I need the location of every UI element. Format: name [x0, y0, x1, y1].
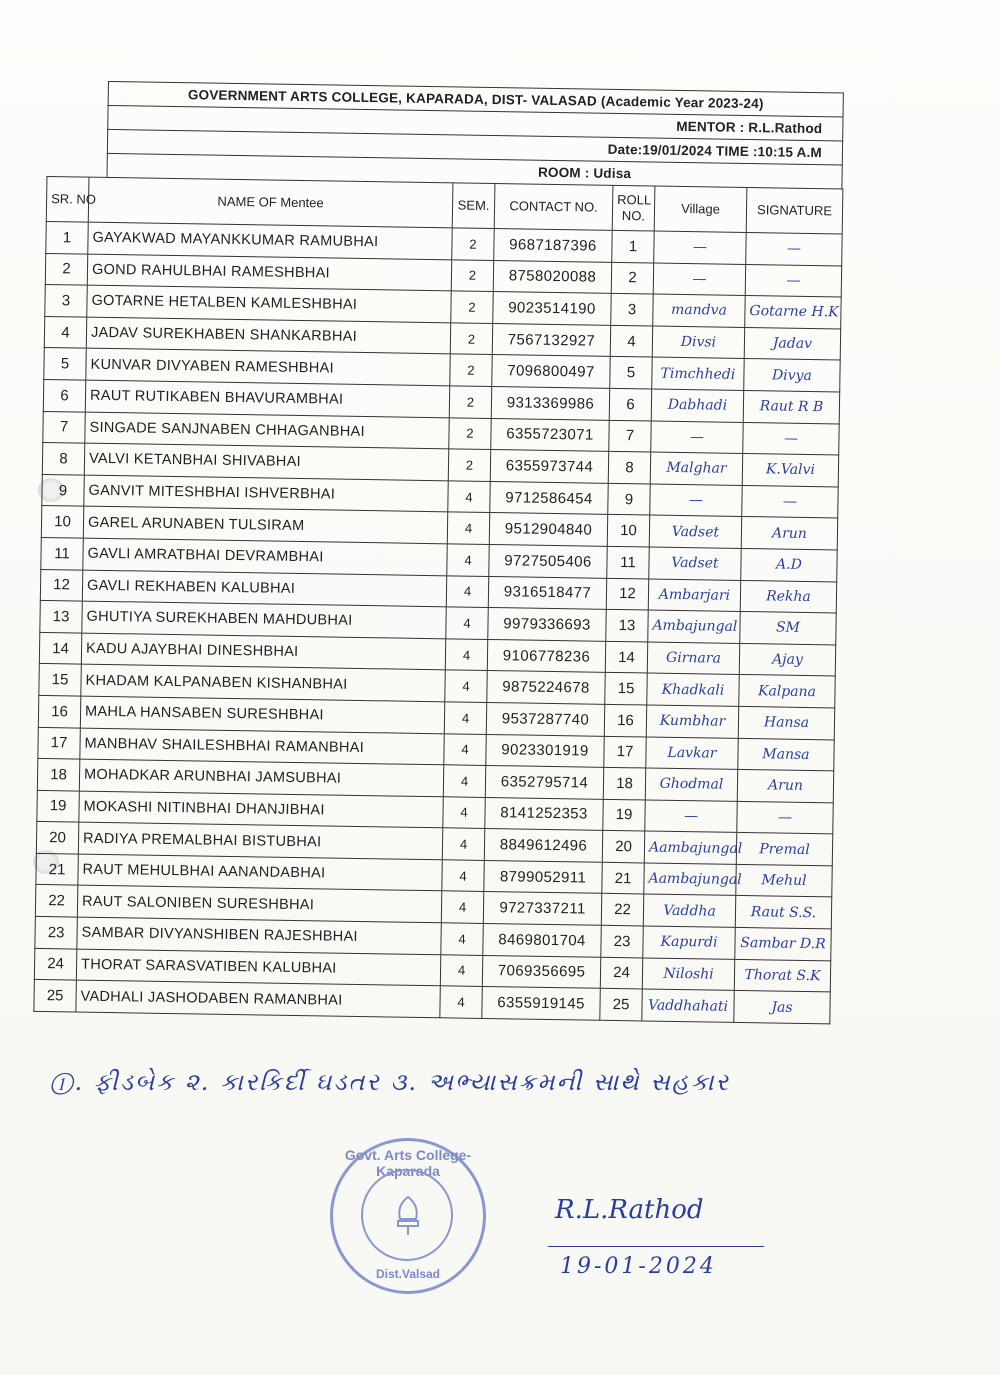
roll-number-cell: 23 — [601, 925, 643, 957]
semester-cell: 2 — [450, 354, 492, 386]
semester-cell: 4 — [445, 639, 487, 671]
sr-cell: 3 — [45, 285, 87, 317]
mentee-name-cell: GAYAKWAD MAYANKKUMAR RAMUBHAI — [88, 222, 452, 259]
roll-number-cell: 19 — [603, 799, 645, 831]
contact-number-cell: 9512904840 — [489, 513, 607, 546]
village-cell: Kumbhar — [646, 705, 738, 738]
signature-cell: — — [737, 801, 833, 834]
contact-number-cell: 9106778236 — [487, 639, 605, 672]
semester-cell: 4 — [446, 607, 488, 639]
mentee-name-cell: VADHALI JASHODABEN RAMANBHAI — [76, 980, 440, 1017]
signature-cell: Arun — [741, 517, 837, 550]
mentee-name-cell: GAVLI AMRATBHAI DEVRAMBHAI — [83, 538, 447, 575]
sr-cell: 24 — [34, 948, 76, 980]
college-seal-stamp — [330, 1138, 486, 1294]
semester-cell: 2 — [449, 417, 491, 449]
signature-cell: Rekha — [740, 580, 836, 613]
sr-cell: 14 — [39, 632, 81, 664]
mentor-name: MENTOR : R.L.Rathod — [107, 105, 843, 141]
village-cell: Vaddha — [643, 894, 735, 927]
village-cell: Aambajungal — [644, 831, 736, 864]
contact-number-cell: 8758020088 — [493, 260, 611, 293]
signature-cell: Mehul — [736, 864, 832, 897]
contact-number-cell: 9316518477 — [488, 576, 606, 609]
col-header-contact: CONTACT NO. — [494, 184, 613, 231]
sr-cell: 16 — [38, 695, 80, 727]
mentee-name-cell: MAHLA HANSABEN SURESHBHAI — [80, 696, 444, 733]
roll-number-cell: 25 — [600, 989, 642, 1021]
semester-cell: 2 — [448, 449, 490, 481]
semester-cell: 4 — [443, 796, 485, 828]
sr-cell: 12 — [40, 569, 82, 601]
roll-number-cell: 24 — [600, 957, 642, 989]
mentee-name-cell: RAUT SALONIBEN SURESHBHAI — [77, 886, 441, 923]
roll-number-cell: 8 — [608, 452, 650, 484]
mentee-name-cell: GOND RAHULBHAI RAMESHBHAI — [87, 254, 451, 291]
national-emblem-icon — [388, 1193, 428, 1239]
sr-cell: 19 — [37, 790, 79, 822]
roll-number-cell: 9 — [608, 483, 650, 515]
sr-cell: 15 — [39, 664, 81, 696]
roll-number-cell: 3 — [611, 294, 653, 326]
sr-cell: 13 — [40, 601, 82, 633]
village-cell: Khadkali — [647, 673, 739, 706]
col-header-name: NAME OF Mentee — [88, 177, 453, 228]
village-cell: Malghar — [650, 452, 742, 485]
signature-cell: Thorat S.K — [734, 959, 830, 992]
semester-cell: 4 — [440, 986, 482, 1018]
signature-cell: Gotarne H.K — [745, 296, 841, 329]
contact-number-cell: 9875224678 — [487, 671, 605, 704]
sr-cell: 8 — [42, 443, 84, 475]
contact-number-cell: 9727505406 — [489, 544, 607, 577]
village-cell: Vadset — [649, 515, 741, 548]
contact-number-cell: 9313369986 — [491, 386, 609, 419]
mentee-name-cell: GANVIT MITESHBHAI ISHVERBHAI — [84, 475, 448, 512]
sr-cell: 2 — [45, 253, 87, 285]
signature-cell: — — [746, 232, 842, 265]
contact-number-cell: 9023514190 — [493, 292, 611, 325]
semester-cell: 2 — [451, 259, 493, 291]
signature-cell: Kalpana — [739, 675, 835, 708]
signature-cell: A.D — [741, 548, 837, 581]
roll-number-cell: 5 — [610, 357, 652, 389]
semester-cell: 4 — [442, 828, 484, 860]
mentee-name-cell: SINGADE SANJNABEN CHHAGANBHAI — [85, 412, 449, 449]
meeting-room: ROOM : Udisa — [106, 153, 842, 189]
roll-number-cell: 17 — [604, 736, 646, 768]
contact-number-cell: 9537287740 — [486, 702, 604, 735]
roll-number-cell: 4 — [610, 325, 652, 357]
village-cell: Divsi — [652, 326, 744, 359]
signature-date: 19-01-2024 — [560, 1254, 717, 1279]
mentee-name-cell: RADIYA PREMALBHAI BISTUBHAI — [78, 822, 442, 859]
seal-college-name: Govt. Arts College-Kaparada — [344, 1147, 472, 1179]
sr-cell: 6 — [43, 379, 85, 411]
semester-cell: 4 — [441, 923, 483, 955]
semester-cell: 2 — [451, 291, 493, 323]
mentee-name-cell: MOKASHI NITINBHAI DHANJIBHAI — [79, 791, 443, 828]
contact-number-cell: 7069356695 — [482, 955, 600, 988]
semester-cell: 4 — [440, 954, 482, 986]
village-cell: — — [654, 231, 746, 264]
col-header-village: Village — [654, 186, 747, 232]
signature-cell: — — [745, 264, 841, 297]
village-cell: Girnara — [647, 642, 739, 675]
contact-number-cell: 8799052911 — [484, 860, 602, 893]
signature-cell: Hansa — [738, 706, 834, 739]
semester-cell: 4 — [444, 733, 486, 765]
mentor-signature: R.L.Rathod — [555, 1195, 704, 1225]
signature-cell: Divya — [744, 359, 840, 392]
village-cell: Lavkar — [646, 736, 738, 769]
sr-cell: 7 — [43, 411, 85, 443]
sr-cell: 17 — [38, 727, 80, 759]
sr-cell: 10 — [41, 506, 83, 538]
signature-cell: Jadav — [744, 327, 840, 360]
col-header-sem: SEM. — [452, 183, 495, 229]
mentee-name-cell: GAREL ARUNABEN TULSIRAM — [83, 506, 447, 543]
sr-cell: 21 — [36, 853, 78, 885]
roll-number-cell: 6 — [609, 388, 651, 420]
roll-number-cell: 2 — [611, 262, 653, 294]
roll-number-cell: 11 — [607, 546, 649, 578]
village-cell: Aambajungal — [644, 863, 736, 896]
mentee-name-cell: GAVLI REKHABEN KALUBHAI — [82, 570, 446, 607]
roll-number-cell: 1 — [612, 230, 654, 262]
semester-cell: 4 — [447, 544, 489, 576]
semester-cell: 2 — [450, 323, 492, 355]
semester-cell: 4 — [443, 765, 485, 797]
roll-number-cell: 16 — [604, 704, 646, 736]
contact-number-cell: 9687187396 — [494, 229, 612, 262]
semester-cell: 4 — [448, 481, 490, 513]
signature-cell: Ajay — [739, 643, 835, 676]
mentee-name-cell: KUNVAR DIVYABEN RAMESHBHAI — [86, 349, 450, 386]
roll-number-cell: 20 — [602, 831, 644, 863]
mentee-table — [33, 176, 843, 1024]
village-cell: Niloshi — [642, 958, 734, 991]
village-cell: Ambajungal — [648, 610, 740, 643]
mentee-name-cell: KHADAM KALPANABEN KISHANBHAI — [81, 664, 445, 701]
roll-number-cell: 12 — [606, 578, 648, 610]
contact-number-cell: 8849612496 — [484, 829, 602, 862]
roll-number-cell: 21 — [602, 862, 644, 894]
signature-cell: SM — [740, 612, 836, 645]
semester-cell: 4 — [445, 670, 487, 702]
roll-number-cell: 13 — [606, 609, 648, 641]
roll-number-cell: 7 — [609, 420, 651, 452]
contact-number-cell: 8141252353 — [485, 797, 603, 830]
signature-cell: K.Valvi — [742, 454, 838, 487]
mentee-name-cell: MANBHAV SHAILESHBHAI RAMANBHAI — [80, 728, 444, 765]
mentee-name-cell: GOTARNE HETALBEN KAMLESHBHAI — [87, 285, 451, 322]
contact-number-cell: 8469801704 — [483, 924, 601, 957]
sr-cell: 20 — [36, 822, 78, 854]
signature-line — [548, 1246, 764, 1247]
college-title: GOVERNMENT ARTS COLLEGE, KAPARADA, DIST- VALASAD (Academic Year 2023-24) — [108, 81, 844, 117]
signature-cell: Arun — [737, 770, 833, 803]
contact-number-cell: 9023301919 — [486, 734, 604, 767]
semester-cell: 4 — [446, 575, 488, 607]
table-body — [34, 221, 842, 1023]
roll-number-cell: 10 — [607, 515, 649, 547]
village-cell: Ambarjari — [648, 579, 740, 612]
mentee-name-cell: MOHADKAR ARUNBHAI JAMSUBHAI — [79, 759, 443, 796]
sr-cell: 23 — [35, 916, 77, 948]
mentee-name-cell: JADAV SUREKHABEN SHANKARBHAI — [86, 317, 450, 354]
sr-cell: 1 — [46, 221, 88, 253]
village-cell: — — [645, 800, 737, 833]
sr-cell: 18 — [37, 759, 79, 791]
signature-cell: Sambar D.R — [735, 927, 831, 960]
semester-cell: 2 — [449, 386, 491, 418]
col-header-signature: SIGNATURE — [746, 187, 843, 234]
signature-cell: Jas — [734, 991, 830, 1024]
col-header-sr: SR. NO — [46, 176, 89, 222]
col-header-roll: ROLL NO. — [612, 185, 655, 231]
mentee-name-cell: RAUT MEHULBHAI AANANDABHAI — [78, 854, 442, 891]
mentee-attendance-sheet — [33, 80, 844, 1024]
semester-cell: 4 — [442, 860, 484, 892]
signature-cell: Raut S.S. — [735, 896, 831, 929]
semester-cell: 4 — [447, 512, 489, 544]
contact-number-cell: 6355973744 — [490, 450, 608, 483]
contact-number-cell: 7567132927 — [492, 323, 610, 356]
signature-cell: Mansa — [738, 738, 834, 771]
signature-cell: Premal — [736, 833, 832, 866]
sr-cell: 9 — [42, 474, 84, 506]
mentee-name-cell: SAMBAR DIVYANSHIBEN RAJESHBHAI — [77, 917, 441, 954]
roll-number-cell: 18 — [603, 767, 645, 799]
mentee-name-cell: VALVI KETANBHAI SHIVABHAI — [84, 443, 448, 480]
mentee-name-cell: GHUTIYA SUREKHABEN MAHDUBHAI — [82, 601, 446, 638]
roll-number-cell: 22 — [601, 894, 643, 926]
meeting-date-time: Date:19/01/2024 TIME :10:15 A.M — [107, 129, 843, 165]
semester-cell: 4 — [441, 891, 483, 923]
signature-cell: — — [743, 422, 839, 455]
contact-number-cell: 9712586454 — [490, 481, 608, 514]
mentee-name-cell: RAUT RUTIKABEN BHAVURAMBHAI — [85, 380, 449, 417]
signature-cell: Raut R B — [743, 390, 839, 423]
seal-district: Dist.Valsad — [375, 1267, 441, 1281]
village-cell: — — [653, 263, 745, 296]
sr-cell: 25 — [34, 980, 76, 1012]
roll-number-cell: 14 — [605, 641, 647, 673]
contact-number-cell: 6352795714 — [485, 766, 603, 799]
sr-cell: 4 — [44, 316, 86, 348]
mentee-name-cell: KADU AJAYBHAI DINESHBHAI — [81, 633, 445, 670]
village-cell: Vadset — [649, 547, 741, 580]
contact-number-cell: 7096800497 — [492, 355, 610, 388]
village-cell: Dabhadi — [651, 389, 743, 422]
signature-cell: — — [742, 485, 838, 518]
village-cell: — — [650, 484, 742, 517]
mentee-name-cell: THORAT SARASVATIBEN KALUBHAI — [76, 949, 440, 986]
village-cell: Timchhedi — [652, 357, 744, 390]
roll-number-cell: 15 — [605, 673, 647, 705]
contact-number-cell: 6355919145 — [482, 987, 600, 1020]
village-cell: Kapurdi — [643, 926, 735, 959]
semester-cell: 2 — [452, 228, 494, 260]
village-cell: — — [651, 421, 743, 454]
village-cell: Vaddhahati — [642, 989, 734, 1022]
semester-cell: 4 — [444, 702, 486, 734]
contact-number-cell: 6355723071 — [491, 418, 609, 451]
sr-cell: 5 — [44, 348, 86, 380]
village-cell: mandva — [653, 294, 745, 327]
village-cell: Ghodmal — [645, 768, 737, 801]
contact-number-cell: 9979336693 — [488, 608, 606, 641]
sr-cell: 11 — [41, 537, 83, 569]
handwritten-remark: ①. ફીડબેક ૨. કારકિર્દી ઘડતર ૩. અભ્યાસક્રમની સાથે સહકાર — [50, 1068, 730, 1096]
contact-number-cell: 9727337211 — [483, 892, 601, 925]
sr-cell: 22 — [35, 885, 77, 917]
